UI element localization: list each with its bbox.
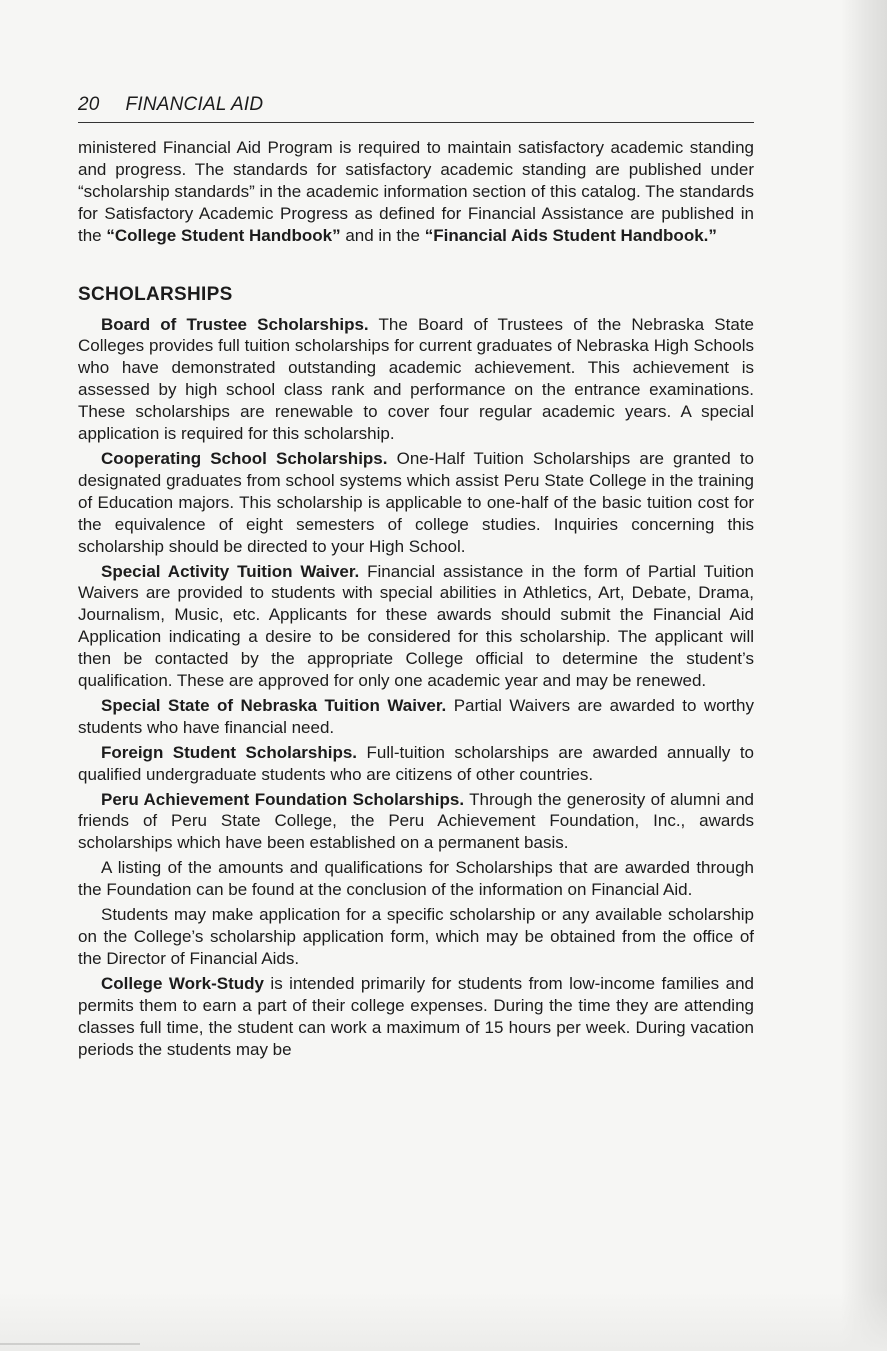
paragraph-board-of-trustee (78, 314, 754, 445)
paragraph-foreign-student (78, 742, 754, 786)
scholarships-heading: SCHOLARSHIPS (78, 283, 233, 305)
paragraph-state-of-nebraska (78, 695, 754, 739)
college-handbook-title: “College Student Handbook” (106, 225, 341, 245)
page-bottom-shadow (0, 1291, 887, 1351)
paragraph-foundation-listing (78, 857, 754, 901)
intro-paragraph (78, 137, 754, 247)
paragraph-lead: Special Activity Tuition Waiver. (101, 561, 360, 581)
paragraph-body: A listing of the amounts and qualifications for Scholarships that are awarded through the Foundation can be found at the conclusion of the information on Financial Aid. (78, 858, 754, 900)
intro-text-2: and in the (340, 225, 425, 245)
paragraph-body: Partial Waivers are awarded to worthy students who have financial need. (78, 695, 754, 737)
paragraph-cooperating-school (78, 448, 754, 558)
scan-artifact-line (0, 1343, 140, 1345)
paragraph-body: One-Half Tuition Scholarships are granted to designated graduates from school systems which assist Peru State College in the training of Education majors. This scholarship is applicable to one-half of the basic tuition cost for the equivalence of eight semesters of college studies. Inquiries concerning this scholarship should be directed to your High School. (78, 448, 754, 556)
paragraph-body: Full-tuition scholarships are awarded annually to qualified undergraduate students who are citizens of other countries. (78, 742, 754, 784)
paragraph-lead: Foreign Student Scholarships. (101, 742, 358, 762)
intro-text-1: ministered Financial Aid Program is required to maintain satisfactory academic standing and progress. The standards for satisfactory academic standing are published under “scholarship standards” in the academic information section of this catalog. The standards for Satisfactory Academic Progress as defined for Financial Assistance are published in the (78, 138, 754, 245)
paragraph-body: is intended primarily for students from low-income families and permits them to earn a part of their college expenses. During the time they are attending classes full time, the student can work a maximum of 15 hours per week. During vacation periods the students may be (78, 973, 754, 1059)
paragraph-body: Financial assistance in the form of Partial Tuition Waivers are provided to students with special abilities in Athletics, Art, Debate, Drama, Journalism, Music, etc. Applicants for these awards should submit the Financial Aid Application indicating a desire to be considered for this scholarship. The applicant will then be contacted by the appropriate College official to determine the student’s qualification. These are approved for only one academic year and may be renewed. (78, 561, 754, 691)
paragraph-lead: Board of Trustee Scholarships. (101, 314, 369, 334)
financial-aids-handbook-title: “Financial Aids Student Handbook.” (424, 225, 717, 245)
paragraph-work-study (78, 973, 754, 1061)
catalog-page (78, 94, 754, 1060)
paragraph-body: Students may make application for a specific scholarship or any available scholarship on the College’s scholarship application form, which may be obtained from the office of the Director of Financial Aids. (78, 905, 754, 968)
section-title: FINANCIAL AID (125, 94, 264, 115)
paragraph-lead: Special State of Nebraska Tuition Waiver. (101, 695, 447, 715)
running-header (78, 94, 754, 123)
paragraph-lead: Peru Achievement Foundation Scholarships. (101, 789, 465, 809)
paragraph-body: The Board of Trustees of the Nebraska State Colleges provides full tuition scholarships for current graduates of Nebraska High Schools who have demonstrated outstanding academic achievement. This achievement is assessed by high school class rank and performance on the entrance examinations. These scholarships are renewable to cover four regular academic years. A special application is required for this scholarship. (78, 314, 754, 444)
page-number: 20 (78, 94, 100, 115)
paragraph-application (78, 904, 754, 970)
paragraph-body: Through the generosity of alumni and friends of Peru State College, the Peru Achievement Foundation, Inc., awards scholarships which have been established on a permanent basis. (78, 789, 754, 853)
paragraph-special-activity (78, 561, 754, 692)
scholarship-paragraphs (78, 314, 754, 1061)
paragraph-peru-achievement (78, 789, 754, 855)
paragraph-lead: Cooperating School Scholarships. (101, 448, 388, 468)
paragraph-lead: College Work-Study (101, 973, 264, 993)
page-edge-shadow (841, 0, 887, 1351)
